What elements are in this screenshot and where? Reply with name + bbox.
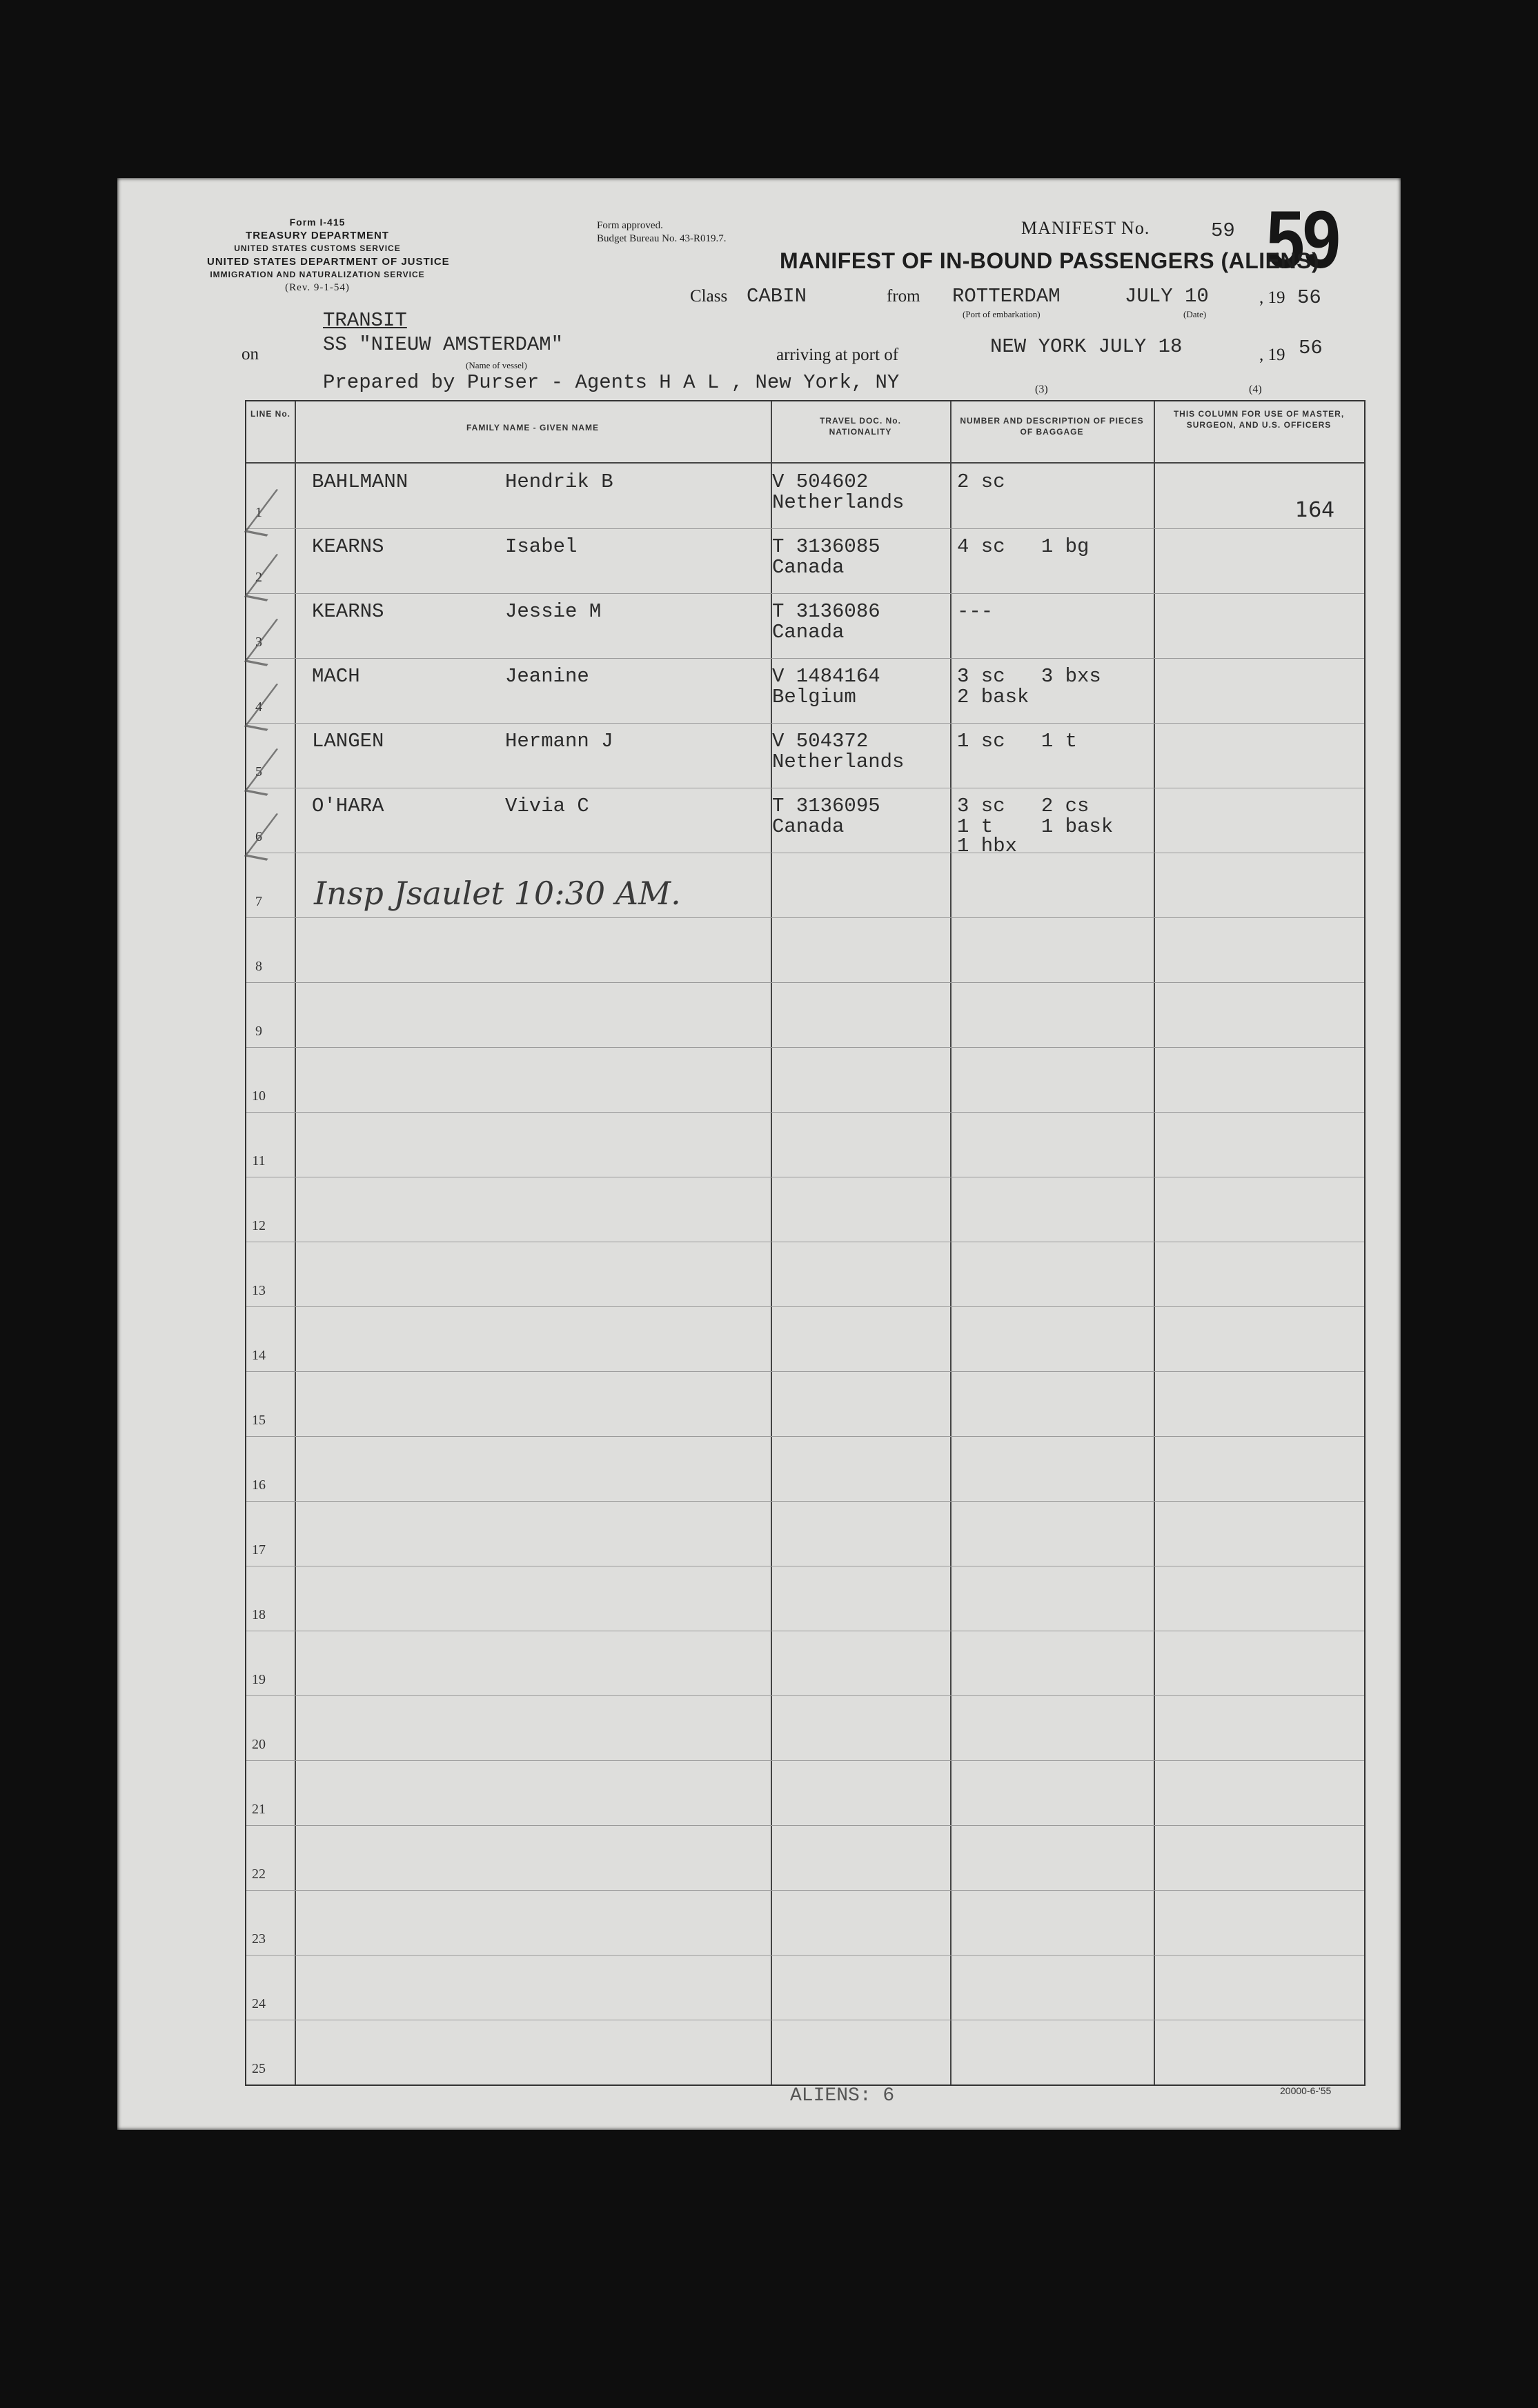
treasury-dept: TREASURY DEPARTMENT — [246, 230, 389, 241]
line-number: 13 — [252, 1283, 266, 1298]
line-number: 10 — [252, 1088, 266, 1104]
travel-doc-no: T 3136085 — [772, 535, 880, 558]
row-rule — [246, 723, 1364, 724]
nationality: Netherlands — [772, 491, 905, 514]
row-rule — [246, 1825, 1364, 1826]
arriving-label: arriving at port of — [776, 346, 899, 364]
given-name: Hermann J — [505, 730, 613, 753]
form-number: Form I-415 — [289, 217, 346, 228]
line-number: 8 — [255, 959, 262, 974]
row-rule — [246, 593, 1364, 594]
baggage: 1 sc 1 t — [957, 730, 1078, 753]
column-divider — [295, 401, 296, 2084]
nationality: Belgium — [772, 686, 856, 708]
manifest-no-stamp: 59 — [1266, 195, 1339, 286]
col-header-name: FAMILY NAME - GIVEN NAME — [466, 423, 600, 432]
class-value: CABIN — [747, 285, 807, 308]
given-name: Vivia C — [505, 795, 589, 817]
port-caption: (Port of embarkation) — [963, 309, 1041, 319]
col-header-line-no: LINE No. — [250, 409, 290, 419]
budget-bureau: Budget Bureau No. 43-R019.7. — [597, 233, 727, 244]
arrival-port-date: NEW YORK JULY 18 — [990, 335, 1183, 358]
line-number: 18 — [252, 1607, 266, 1622]
row-rule — [246, 528, 1364, 529]
row-rule — [246, 1371, 1364, 1372]
justice-dept: UNITED STATES DEPARTMENT OF JUSTICE — [207, 256, 450, 268]
vessel-caption: (Name of vessel) — [466, 360, 527, 370]
class-label: Class — [690, 287, 728, 306]
year-1: 56 — [1297, 286, 1321, 309]
column-divider — [1154, 401, 1155, 2084]
form-approved: Form approved. — [597, 220, 663, 231]
row-rule — [246, 658, 1364, 659]
row-rule — [246, 1112, 1364, 1113]
year-prefix-2: , 19 — [1259, 346, 1285, 364]
line-number: 6 — [255, 829, 262, 844]
baggage: 1 hbx — [957, 835, 1018, 857]
line-number: 2 — [255, 570, 262, 585]
line-number: 3 — [255, 635, 262, 650]
given-name: Hendrik B — [505, 470, 613, 493]
line-number: 23 — [252, 1931, 266, 1947]
vessel-name: SS "NIEUW AMSTERDAM" — [323, 333, 564, 356]
column-divider — [771, 401, 772, 2084]
family-name: KEARNS — [312, 600, 384, 623]
line-number: 4 — [255, 699, 262, 715]
on-label: on — [241, 345, 259, 364]
row-rule — [246, 1890, 1364, 1891]
col-header-baggage: NUMBER AND DESCRIPTION OF PIECES OF BAGGAGE — [960, 416, 1144, 437]
header-rule — [246, 462, 1364, 464]
travel-doc-no: T 3136095 — [772, 795, 880, 817]
given-name: Jessie M — [505, 600, 602, 623]
column-divider — [950, 401, 952, 2084]
from-label: from — [887, 287, 920, 306]
aliens-total: ALIENS: 6 — [790, 2085, 895, 2107]
manifest-title: MANIFEST OF IN-BOUND PASSENGERS (ALIENS) — [780, 248, 1320, 273]
row-rule — [246, 1047, 1364, 1048]
col-4-marker: (4) — [1249, 384, 1262, 395]
line-number: 7 — [255, 894, 262, 909]
line-number: 5 — [255, 764, 262, 779]
customs-service: UNITED STATES CUSTOMS SERVICE — [234, 243, 401, 253]
line-number: 21 — [252, 1802, 266, 1817]
revision: (Rev. 9-1-54) — [285, 282, 350, 293]
given-name: Jeanine — [505, 665, 589, 688]
form-approval — [597, 219, 726, 246]
line-number: 20 — [252, 1737, 266, 1752]
family-name: KEARNS — [312, 535, 384, 558]
line-number: 22 — [252, 1867, 266, 1882]
family-name: MACH — [312, 665, 360, 688]
nationality: Canada — [772, 815, 845, 838]
transit-label: TRANSIT — [323, 309, 407, 332]
port-of-embarkation: ROTTERDAM — [952, 285, 1061, 308]
baggage: --- — [957, 600, 994, 623]
row-rule — [246, 1760, 1364, 1761]
row-rule — [246, 982, 1364, 983]
manifest-page — [117, 178, 1401, 2130]
line-number: 19 — [252, 1672, 266, 1687]
family-name: LANGEN — [312, 730, 384, 753]
row-rule — [246, 917, 1364, 918]
year-prefix-1: , 19 — [1259, 288, 1285, 307]
family-name: BAHLMANN — [312, 470, 408, 493]
form-header-block — [207, 216, 450, 295]
given-name: Isabel — [505, 535, 578, 558]
nationality: Canada — [772, 621, 845, 644]
inspection-note: Insp Jsaulet 10:30 AM. — [314, 875, 681, 912]
officer-note: 164 — [1295, 498, 1335, 522]
travel-doc-no: V 504372 — [772, 730, 869, 753]
line-number: 12 — [252, 1218, 266, 1233]
line-number: 24 — [252, 1996, 266, 2011]
row-rule — [246, 1306, 1364, 1307]
passenger-table — [245, 400, 1366, 2086]
date-caption: (Date) — [1183, 309, 1207, 319]
line-number: 25 — [252, 2061, 266, 2076]
row-rule — [246, 1695, 1364, 1696]
nationality: Netherlands — [772, 750, 905, 773]
col-3-marker: (3) — [1035, 384, 1048, 395]
col-header-travel-doc: TRAVEL DOC. No. NATIONALITY — [820, 416, 901, 437]
family-name: O'HARA — [312, 795, 384, 817]
line-number: 14 — [252, 1348, 266, 1363]
prepared-by: Prepared by Purser - Agents H A L , New York, NY — [323, 371, 900, 394]
line-number: 9 — [255, 1024, 262, 1039]
line-number: 11 — [252, 1153, 266, 1168]
line-number: 16 — [252, 1477, 266, 1493]
embark-date: JULY 10 — [1125, 285, 1209, 308]
year-2: 56 — [1299, 337, 1323, 359]
line-number: 15 — [252, 1413, 266, 1428]
line-number: 1 — [255, 505, 262, 520]
nationality: Canada — [772, 556, 845, 579]
print-code: 20000-6-'55 — [1280, 2085, 1332, 2096]
baggage: 1 t 1 bask — [957, 815, 1114, 838]
travel-doc-no: V 504602 — [772, 470, 869, 493]
manifest-no-label: MANIFEST No. — [1021, 218, 1150, 238]
baggage: 4 sc 1 bg — [957, 535, 1090, 558]
travel-doc-no: T 3136086 — [772, 600, 880, 623]
ins-service: IMMIGRATION AND NATURALIZATION SERVICE — [210, 270, 425, 279]
row-rule — [246, 1436, 1364, 1437]
row-rule — [246, 1955, 1364, 1956]
baggage: 2 sc — [957, 470, 1005, 493]
baggage: 3 sc 3 bxs — [957, 665, 1101, 688]
col-header-officers: THIS COLUMN FOR USE OF MASTER, SURGEON, AND U.S. OFFICERS — [1173, 409, 1345, 430]
travel-doc-no: V 1484164 — [772, 665, 880, 688]
row-rule — [246, 1501, 1364, 1502]
line-number: 17 — [252, 1542, 266, 1558]
manifest-no-typed: 59 — [1211, 219, 1235, 242]
baggage: 3 sc 2 cs — [957, 795, 1090, 817]
baggage: 2 bask — [957, 686, 1029, 708]
